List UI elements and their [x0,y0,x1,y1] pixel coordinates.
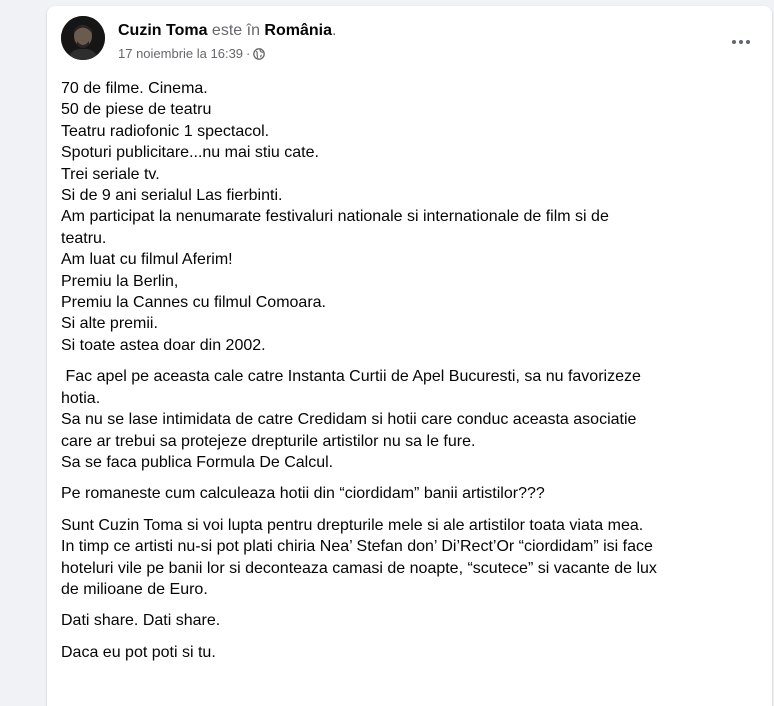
author-period: . [331,22,337,39]
text-line: Sunt Cuzin Toma si voi lupta pentru drepturile mele si ale artistilor toata viata mea. [61,516,644,534]
text-line: care ar trebui sa protejeze drepturile artistilor nu sa le fure. [61,432,476,450]
text-line: Daca eu pot poti si tu. [61,643,216,661]
text-line: Premiu la Cannes cu filmul Comoara. [61,294,326,312]
text-line: Am participat la nenumarate festivaluri nationale si internationale de film si de [61,208,609,226]
text-line: Si alte premii. [61,315,158,333]
meta-separator: · [246,46,251,61]
avatar-photo-icon [61,16,105,60]
text-line: Dati share. Dati share. [61,612,221,630]
post-card [47,6,772,706]
post-meta [118,46,265,64]
text-line: 70 de filme. Cinema. [61,80,208,97]
text-line: hotia. [61,389,101,407]
text-line: Sa nu se lase intimidata de catre Credidam si hotii care conduc aceasta asociatie [61,411,637,429]
text-line: Si de 9 ani serialul Las fierbinti. [61,187,283,205]
text-line: In timp ce artisti nu-si pot plati chiria Nea’ Stefan don’ Di’Rect’Or “ciordidam” isi face [61,538,653,556]
location-link[interactable]: România [264,22,332,39]
author-line [118,21,336,41]
paragraph-4 [61,515,761,601]
paragraph-1 [61,78,761,356]
text-line: teatru. [61,229,107,247]
post-content [61,78,761,663]
more-options-icon[interactable] [725,30,757,54]
text-line: Fac apel pe aceasta cale catre Instanta Curtii de Apel Bucuresti, sa nu favorizeze [61,368,641,386]
author-avatar[interactable] [61,16,105,60]
text-line: Trei seriale tv. [61,165,160,183]
paragraph-3 [61,483,761,504]
text-line: 50 de piese de teatru [61,101,212,119]
paragraph-2 [61,366,761,473]
paragraph-5 [61,610,761,631]
post-header [61,16,761,68]
text-line: Sa se faca publica Formula De Calcul. [61,453,334,471]
text-line: Pe romaneste cum calculeaza hotii din “ciordidam” banii artistilor??? [61,485,545,503]
text-line: Spoturi publicitare...nu mai stiu cate. [61,144,319,162]
text-line: hoteluri vile pe banii lor si deconteaza camasi de noapte, “scutece” si vacante de lux [61,559,657,577]
text-line: Am luat cu filmul Aferim! [61,251,233,269]
text-line: Premiu la Berlin, [61,272,179,290]
post-timestamp-link[interactable]: 17 noiembrie la 16:39 [118,46,244,61]
paragraph-6 [61,642,761,663]
globe-icon [253,48,265,64]
author-name-link[interactable]: Cuzin Toma [118,22,208,39]
text-line: de milioane de Euro. [61,580,208,598]
text-line: Si toate astea doar din 2002. [61,336,266,354]
text-line: Teatru radiofonic 1 spectacol. [61,122,270,140]
author-verb-text: este în [207,22,265,39]
